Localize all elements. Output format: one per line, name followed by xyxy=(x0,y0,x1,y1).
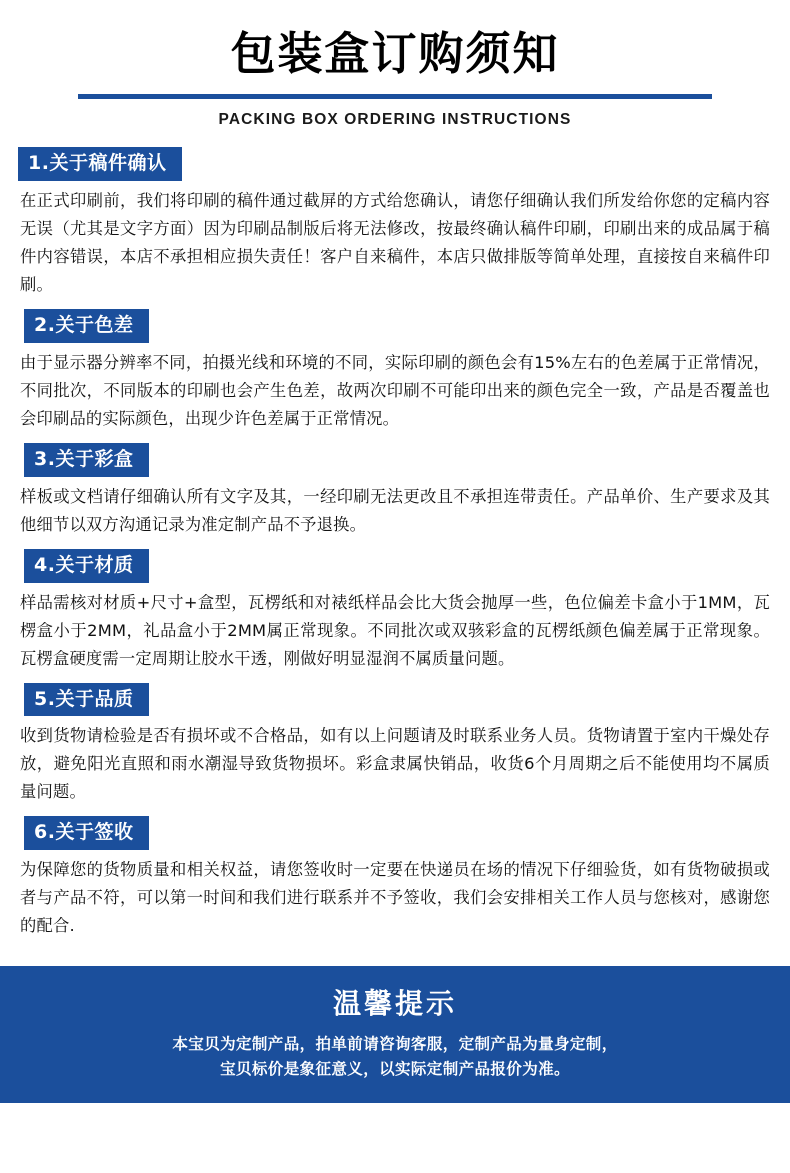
footer-line-2: 宝贝标价是象征意义，以实际定制产品报价为准。 xyxy=(220,1060,570,1079)
section-body: 样板或文档请仔细确认所有文字及其，一经印刷无法更改且不承担连带责任。产品单价、生产要求及其他细节以双方沟通记录为准定制产品不予退换。 xyxy=(20,486,770,534)
section-se-cha xyxy=(18,309,772,433)
section-heading: 4.关于材质 xyxy=(24,549,149,583)
section-body: 为保障您的货物质量和相关权益，请您签收时一定要在快递员在场的情况下仔细验货，如有货物破损或者与产品不符，可以第一时间和我们进行联系并不予签收，我们会安排相关工作人员与您核对，感谢您的配合. xyxy=(20,860,770,936)
section-body: 由于显示器分辨率不同，拍摄光线和环境的不同，实际印刷的颜色会有15%左右的色差属于正常情况，不同批次，不同版本的印刷也会产生色差，故两次印刷不可能印出来的颜色完全一致，产品是否覆盖也会印刷品的实际颜色，出现少许色差属于正常情况。 xyxy=(20,352,770,428)
section-cai-zhi xyxy=(18,549,772,673)
section-heading: 2.关于色差 xyxy=(24,309,149,343)
section-qian-shou xyxy=(18,816,772,940)
section-heading: 1.关于稿件确认 xyxy=(18,147,182,181)
footer-line-1: 本宝贝为定制产品，拍单前请咨询客服，定制产品为量身定制， xyxy=(172,1035,618,1054)
section-body: 在正式印刷前，我们将印刷的稿件通过截屏的方式给您确认，请您仔细确认我们所发给你您的定稿内容无误（尤其是文字方面）因为印刷品制版后将无法修改，按最终确认稿件印刷，印刷出来的成品属于稿件内容错误，本店不承担相应损失责任！客户自来稿件，本店只做排版等简单处理，直接按自来稿件印刷。 xyxy=(20,191,770,295)
page-title: 包装盒订购须知 xyxy=(230,27,560,80)
footer-title: 温馨提示 xyxy=(332,987,457,1021)
section-cai-he xyxy=(18,443,772,539)
sections-container xyxy=(0,147,790,940)
section-heading: 6.关于签收 xyxy=(24,816,149,850)
section-heading: 5.关于品质 xyxy=(24,683,149,717)
title-block xyxy=(216,26,573,88)
section-pin-zhi xyxy=(18,683,772,807)
section-body: 收到货物请检验是否有损坏或不合格品，如有以上问题请及时联系业务人员。货物请置于室内干燥处存放，避免阳光直照和雨水潮湿导致货物损坏。彩盒隶属快销品，收货6个月周期之后不能使用均不属质量问题。 xyxy=(20,726,770,802)
footer-notice xyxy=(0,966,790,1102)
section-heading: 3.关于彩盒 xyxy=(24,443,149,477)
section-body: 样品需核对材质+尺寸+盒型，瓦楞纸和对裱纸样品会比大货会抛厚一些，色位偏差卡盒小于1MM，瓦楞盒小于2MM，礼品盒小于2MM属正常现象。不同批次或双骇彩盒的瓦楞纸颜色偏差属于正常现象。瓦楞盒硬度需一定周期让胶水干透，刚做好明显湿润不属质量问题。 xyxy=(20,592,770,668)
document-header xyxy=(0,0,790,129)
section-gao-jian-que-ren xyxy=(18,147,772,299)
page-subtitle: PACKING BOX ORDERING INSTRUCTIONS xyxy=(218,111,572,129)
title-underline-rule xyxy=(78,94,712,99)
